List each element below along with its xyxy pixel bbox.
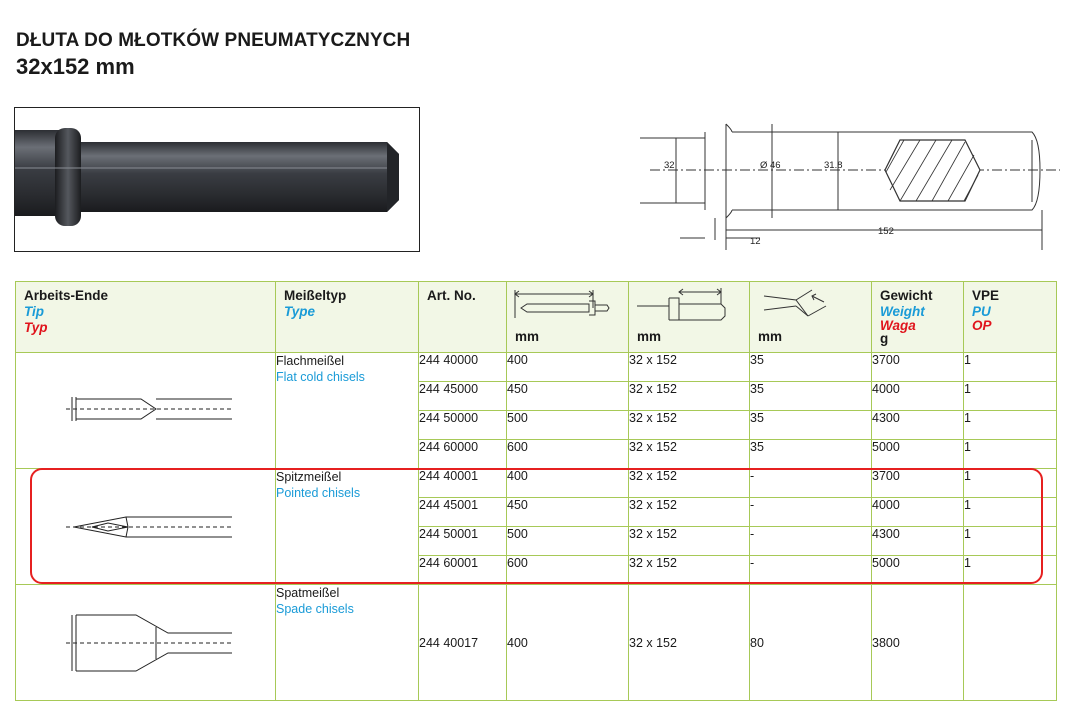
shank-value: 32 x 152 bbox=[629, 585, 750, 701]
header-length-unit: mm bbox=[515, 329, 540, 344]
header-tip-en: Tip bbox=[24, 304, 44, 319]
pack-value: 1 bbox=[964, 556, 1057, 585]
table-header-row bbox=[16, 282, 1057, 353]
shank-value: 32 x 152 bbox=[629, 498, 750, 527]
header-tip bbox=[16, 282, 276, 353]
header-shank-unit: mm bbox=[637, 329, 662, 344]
header-type-en: Type bbox=[284, 304, 316, 319]
header-tip-pl: Typ bbox=[24, 320, 48, 335]
overall-length-icon bbox=[513, 286, 618, 326]
width-value: 35 bbox=[750, 440, 872, 469]
length-value: 400 bbox=[507, 585, 629, 701]
length-value: 600 bbox=[507, 440, 629, 469]
header-art bbox=[419, 282, 507, 353]
weight-value: 5000 bbox=[872, 440, 964, 469]
weight-value: 4000 bbox=[872, 498, 964, 527]
header-weight bbox=[872, 282, 964, 353]
shank-value: 32 x 152 bbox=[629, 382, 750, 411]
pointed-chisel-drawing bbox=[16, 469, 276, 581]
length-value: 450 bbox=[507, 382, 629, 411]
pointed-chisel-tip-cell bbox=[16, 469, 276, 585]
page-subtitle: 32x152 mm bbox=[16, 54, 135, 79]
spade-chisel-name-en: Spade chisels bbox=[276, 602, 354, 616]
flat-chisel-drawing bbox=[16, 353, 276, 465]
header-width bbox=[750, 282, 872, 353]
length-value: 600 bbox=[507, 556, 629, 585]
art-number: 244 50000 bbox=[419, 411, 507, 440]
dim-hex-label: 31.8 bbox=[824, 160, 843, 171]
shank-value: 32 x 152 bbox=[629, 469, 750, 498]
length-value: 500 bbox=[507, 411, 629, 440]
table-row bbox=[16, 469, 1057, 498]
width-value: 35 bbox=[750, 411, 872, 440]
art-number: 244 60000 bbox=[419, 440, 507, 469]
width-value: 35 bbox=[750, 353, 872, 382]
header-weight-unit: g bbox=[880, 331, 889, 346]
pack-value: 1 bbox=[964, 440, 1057, 469]
pack-value: 1 bbox=[964, 469, 1057, 498]
weight-value: 4300 bbox=[872, 411, 964, 440]
art-number: 244 45000 bbox=[419, 382, 507, 411]
blade-width-icon bbox=[756, 286, 861, 326]
shank-value: 32 x 152 bbox=[629, 527, 750, 556]
dimension-drawing bbox=[620, 110, 1060, 255]
width-value: - bbox=[750, 469, 872, 498]
shank-value: 32 x 152 bbox=[629, 353, 750, 382]
weight-value: 3700 bbox=[872, 353, 964, 382]
header-art-label: Art. No. bbox=[427, 288, 476, 303]
chisel-photo-image bbox=[15, 108, 419, 251]
header-weight-pl: Waga bbox=[880, 318, 916, 333]
length-value: 500 bbox=[507, 527, 629, 556]
shank-value: 32 x 152 bbox=[629, 411, 750, 440]
table-row bbox=[16, 353, 1057, 382]
shank-value: 32 x 152 bbox=[629, 556, 750, 585]
shank-dimension-icon bbox=[635, 286, 740, 326]
header-weight-en: Weight bbox=[880, 304, 925, 319]
weight-value: 3800 bbox=[872, 585, 964, 701]
art-number: 244 40000 bbox=[419, 353, 507, 382]
width-value: - bbox=[750, 498, 872, 527]
art-number: 244 45001 bbox=[419, 498, 507, 527]
header-shank bbox=[629, 282, 750, 353]
art-number: 244 50001 bbox=[419, 527, 507, 556]
length-value: 400 bbox=[507, 469, 629, 498]
art-number: 244 60001 bbox=[419, 556, 507, 585]
spec-table bbox=[15, 281, 1057, 701]
width-value: - bbox=[750, 556, 872, 585]
width-value: 35 bbox=[750, 382, 872, 411]
shank-value: 32 x 152 bbox=[629, 440, 750, 469]
pack-value: 1 bbox=[964, 411, 1057, 440]
flat-chisel-name-en: Flat cold chisels bbox=[276, 370, 365, 384]
header-length bbox=[507, 282, 629, 353]
pointed-chisel-name-de: Spitzmeißel bbox=[276, 470, 342, 484]
dim-shank-length-label: 152 bbox=[878, 226, 894, 237]
art-number: 244 40017 bbox=[419, 585, 507, 701]
table-row bbox=[16, 585, 1057, 701]
flat-chisel-type-cell bbox=[276, 353, 419, 469]
pack-value: 1 bbox=[964, 382, 1057, 411]
dim-shank-label: 32 bbox=[664, 160, 675, 171]
pointed-chisel-type-cell bbox=[276, 469, 419, 585]
weight-value: 4000 bbox=[872, 382, 964, 411]
flat-chisel-name-de: Flachmeißel bbox=[276, 354, 345, 368]
header-type-de: Meißeltyp bbox=[284, 288, 347, 303]
spade-chisel-tip-cell bbox=[16, 585, 276, 701]
length-value: 400 bbox=[507, 353, 629, 382]
weight-value: 4300 bbox=[872, 527, 964, 556]
spade-chisel-drawing bbox=[16, 585, 276, 697]
dim-collar-label: Ø 46 bbox=[760, 160, 781, 171]
product-photo bbox=[14, 107, 420, 252]
width-value: - bbox=[750, 527, 872, 556]
header-weight-de: Gewicht bbox=[880, 288, 933, 303]
pack-value: 1 bbox=[964, 498, 1057, 527]
spade-chisel-name-de: Spatmeißel bbox=[276, 586, 340, 600]
pack-value: 1 bbox=[964, 527, 1057, 556]
header-pack-pl: OP bbox=[972, 318, 992, 333]
length-value: 450 bbox=[507, 498, 629, 527]
header-type bbox=[276, 282, 419, 353]
weight-value: 5000 bbox=[872, 556, 964, 585]
pointed-chisel-name-en: Pointed chisels bbox=[276, 486, 361, 500]
flat-chisel-tip-cell bbox=[16, 353, 276, 469]
weight-value: 3700 bbox=[872, 469, 964, 498]
art-number: 244 40001 bbox=[419, 469, 507, 498]
header-tip-de: Arbeits-Ende bbox=[24, 288, 109, 303]
header-pack-de: VPE bbox=[972, 288, 1000, 303]
header-pack-en: PU bbox=[972, 304, 991, 319]
dim-collar-length-label: 12 bbox=[750, 236, 761, 247]
spade-chisel-type-cell bbox=[276, 585, 419, 701]
pack-value: 1 bbox=[964, 353, 1057, 382]
page-title: DŁUTA DO MŁOTKÓW PNEUMATYCZNYCH bbox=[16, 30, 411, 51]
header-pack bbox=[964, 282, 1057, 353]
pack-value bbox=[964, 585, 1057, 701]
header-width-unit: mm bbox=[758, 329, 783, 344]
width-value: 80 bbox=[750, 585, 872, 701]
